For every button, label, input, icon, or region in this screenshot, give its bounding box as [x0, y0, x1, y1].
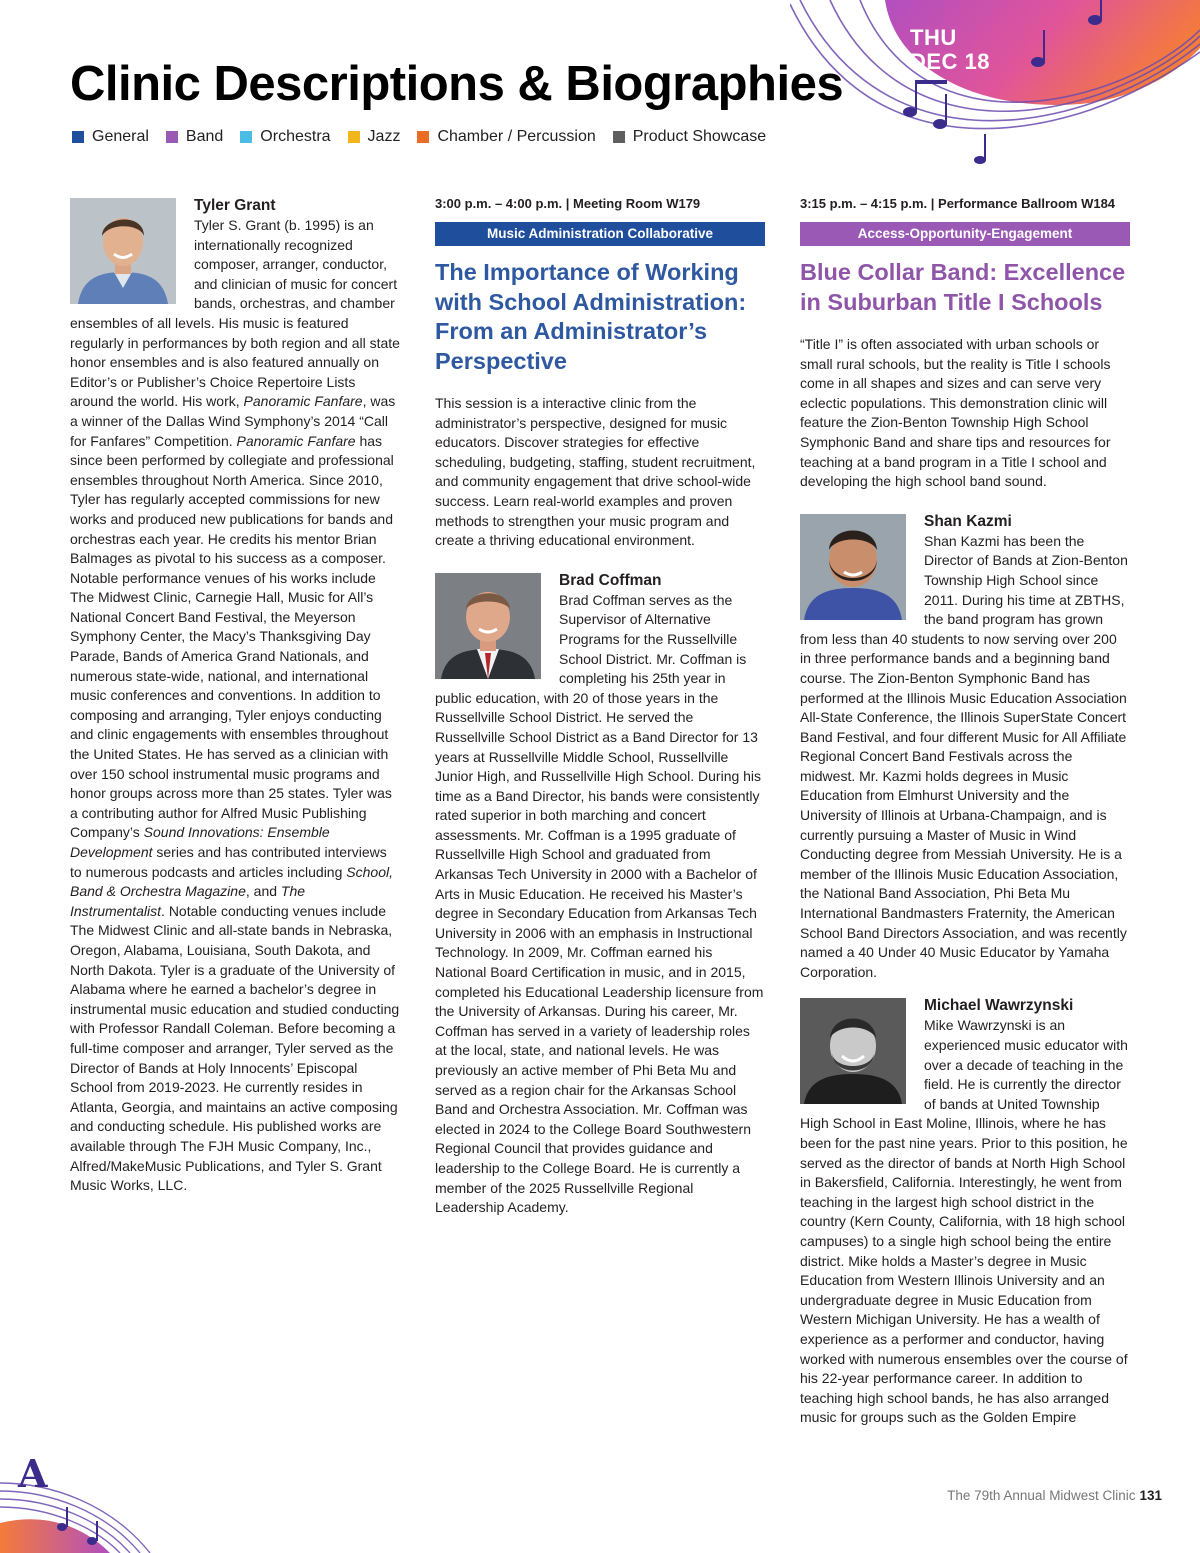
- legend-swatch: [348, 131, 360, 143]
- category-legend: [72, 128, 766, 146]
- legend-swatch: [72, 131, 84, 143]
- legend-label: Orchestra: [260, 128, 331, 145]
- bio-text: Shan Kazmi has been the Director of Bands at Zion-Benton Township High School since 2011. During his time at ZBTHS, the band program has grown from less than 40 students to now serving over 200 in three performance bands and a beginning band course. The Zion-Benton Symphonic Band has performed at the Illinois Music Education Association All-State Conference, the Illinois SuperState Concert Band Festival, and four different Music for All Affiliate Regional Concert Band Festivals across the midwest. Mr. Kazmi holds degrees in Music Education from Elmhurst University and the University of Illinois at Urbana-Champaign, and is currently pursuing a Master of Music in Wind Conducting degree from Messiah University. He is a member of the Illinois Music Education Association, the National Band Association, Phi Beta Mu International Bandmasters Fraternity, the American School Band Directors Association, and was recently named a 40 Under 40 Music Educator by Yamaha Corporation.: [800, 532, 1128, 980]
- legend-swatch: [613, 131, 625, 143]
- logo-icon: A: [18, 1451, 48, 1496]
- column-middle: [435, 196, 765, 1218]
- bio-name: Shan Kazmi: [924, 512, 1012, 530]
- bio-name: Michael Wawrzynski: [924, 997, 1074, 1015]
- legend-label: Jazz: [367, 128, 401, 145]
- bio-name: Tyler Grant: [194, 197, 276, 214]
- legend-item-general: [72, 128, 149, 146]
- legend-label: General: [92, 128, 149, 145]
- legend-item-chamber-percussion: [417, 128, 595, 146]
- portrait-photo-brad-coffman: [435, 573, 541, 679]
- legend-swatch: [240, 131, 252, 143]
- legend-label: Band: [185, 128, 224, 145]
- header-music-decoration: [790, 0, 1200, 180]
- legend-swatch: [166, 131, 178, 143]
- legend-swatch: [417, 131, 429, 143]
- column-right: [800, 196, 1130, 1428]
- category-banner: Access-Opportunity-Engagement: [800, 222, 1130, 246]
- session-description: This session is a interactive clinic from the administrator’s perspective, designed for music educators. Discover strategies for effective scheduling, budgeting, staffing, student recruitment, and community engagement that drive school-wide success. Learn real-world examples and proven methods to strengthen your music program and create a thriving educational environment.: [435, 395, 756, 549]
- session-time-location: 3:15 p.m. – 4:15 p.m. | Performance Ballroom W184: [800, 196, 1116, 211]
- bio-text: Tyler S. Grant (b. 1995) is an internationally recognized composer, arranger, conductor, and clinician of music for concert bands, orchestras, and chamber ensembles of all levels. His music is featured regularly in performances by both region and all state honor ensembles and is also featured annually on Editor’s or Publisher’s Choice Repertoire Lists around the world. His work, Panoramic Fanfare, was a winner of the Dallas Wind Symphony’s 2014 “Call for Fanfares” Competition. Panoramic Fanfare has since been performed by collegiate and professional ensembles throughout North America. Since 2010, Tyler has regularly accepted commissions for new works and produced new publications for bands and orchestras each year. He credits his mentor Brian Balmages as pivotal to his success as a composer. Notable performance venues of his works include The Midwest Clinic, Carnegie Hall, Music for All’s National Concert Band Festival, the Meyerson Symphony Center, the Macy’s Thanksgiving Day Parade, Bands of America Grand Nationals, and numerous state-wide, national, and international music conferences and conventions. In addition to composing and arranging, Tyler enjoys conducting and clinic engagements with ensembles throughout the United States. He has served as a clinician with over 150 school instrumental music programs and honor groups across more than 25 states. Tyler was a contributing author for Alfred Music Publishing Company’s Sound Innovations: Ensemble Development series and has contributed interviews to numerous podcasts and articles including School, Band & Orchestra Magazine, and The Instrumentalist. Notable conducting venues include The Midwest Clinic and all-state bands in Nebraska, Oregon, Alabama, Louisiana, South Dakota, and North Dakota. Tyler is a graduate of the University of Alabama where he earned a bachelor’s degree in instrumental music education and studied conducting with Professor Randall Coleman. Before becoming a full-time composer and arranger, Tyler served as the Director of Bands at Holy Innocents’ Episcopal School from 2019-2023. He currently resides in Atlanta, Georgia, and maintains an active composing and conducting schedule. His published works are available through The FJH Music Company, Inc., Alfred/MakeMusic Publications, and Tyler S. Grant Music Works, LLC.: [70, 217, 400, 1194]
- bio-text: Mike Wawrzynski is an experienced music educator with over a decade of teaching in the field. He is currently the director of bands at United Township High School in East Moline, Illinois, where he has been for the past nine years. Prior to this position, he served as the director of bands at North High School in Bakersfield, California. Interestingly, he went from teaching in the largest high school district in the country (Kern County, California, with 18 high school campuses) to a single high school being the entire district. Mike holds a Master’s degree in Music Education from Western Illinois University and an undergraduate degree in Music Education from Western Michigan University. He has a wealth of experience as a performer and conductor, having worked with numerous ensembles over the course of his 22-year performance career. In addition to teaching high school bands, he has also arranged music for groups such as the Golden Empire: [800, 1017, 1128, 1426]
- category-banner: Music Administration Collaborative: [435, 222, 765, 246]
- page-number: 131: [1139, 1488, 1162, 1503]
- date-date: DEC 18: [910, 49, 991, 74]
- legend-item-product-showcase: [613, 128, 766, 146]
- column-left: [70, 196, 400, 1196]
- page-title: Clinic Descriptions & Biographies: [70, 57, 844, 111]
- footer-music-decoration: [0, 1443, 160, 1553]
- date-badge: [910, 26, 990, 74]
- bio-tyler-grant: [70, 196, 400, 1196]
- session-time-location: 3:00 p.m. – 4:00 p.m. | Meeting Room W179: [435, 196, 701, 211]
- session-title: The Importance of Working with School Administration: From an Administrator’s Perspective: [435, 259, 747, 374]
- bio-shan-kazmi: [800, 512, 1130, 983]
- portrait-photo-tyler-grant: [70, 198, 176, 304]
- legend-item-orchestra: [240, 128, 330, 146]
- date-day: THU: [910, 25, 957, 50]
- publication-name: The 79th Annual Midwest Clinic: [947, 1488, 1136, 1503]
- portrait-photo-shan-kazmi: [800, 514, 906, 620]
- session-description: “Title I” is often associated with urban schools or small rural schools, but the reality is Title I schools come in all shapes and sizes and can serve very eclectic populations. This demonstration clinic will feature the Zion-Benton Township High School Symphonic Band and share tips and resources for teaching at a band program in a Title I school and developing the high school band sound.: [800, 336, 1111, 490]
- legend-label: Product Showcase: [632, 128, 767, 145]
- session-title: Blue Collar Band: Excellence in Suburban Title I Schools: [800, 259, 1126, 315]
- bio-text: Brad Coffman serves as the Supervisor of Alternative Programs for the Russellville School District. Mr. Coffman is completing his 25th year in public education, with 20 of those years in the Russellville School District. He served the Russellville School District as a Band Director for 13 years at Russellville Middle School, Russellville Junior High, and Russellville High School. During his time as a Band Director, his bands were consistently rated superior in both marching and concert assessments. Mr. Coffman is a 1995 graduate of Russellville High School and graduated from Arkansas Tech University in 2000 with a Bachelor of Arts in Music Education. He received his Master’s degree in Secondary Education from Arkansas Tech University in 2006 with an emphasis in Instructional Technology. In 2009, Mr. Coffman earned his National Board Certification in music, and in 2015, completed his Educational Leadership licensure from the University of Arkansas. During his career, Mr. Coffman has served in a variety of leadership roles at the local, state, and national levels. He was previously an active member of Phi Beta Mu and served as a region chair for the Arkansas School Band and Orchestra Association. Mr. Coffman was elected in 2024 to the College Board Southwestern Regional Council that provides guidance and leadership to the College Board. He is currently a member of the 2025 Russellville Regional Leadership Academy.: [435, 591, 764, 1216]
- legend-item-band: [166, 128, 223, 146]
- page-footer: [947, 1488, 1162, 1503]
- bio-brad-coffman: [435, 571, 765, 1218]
- bio-name: Brad Coffman: [559, 571, 662, 589]
- legend-item-jazz: [348, 128, 401, 146]
- legend-label: Chamber / Percussion: [437, 128, 596, 145]
- portrait-photo-michael-wawrzynski: [800, 998, 906, 1104]
- bio-michael-wawrzynski: [800, 996, 1130, 1427]
